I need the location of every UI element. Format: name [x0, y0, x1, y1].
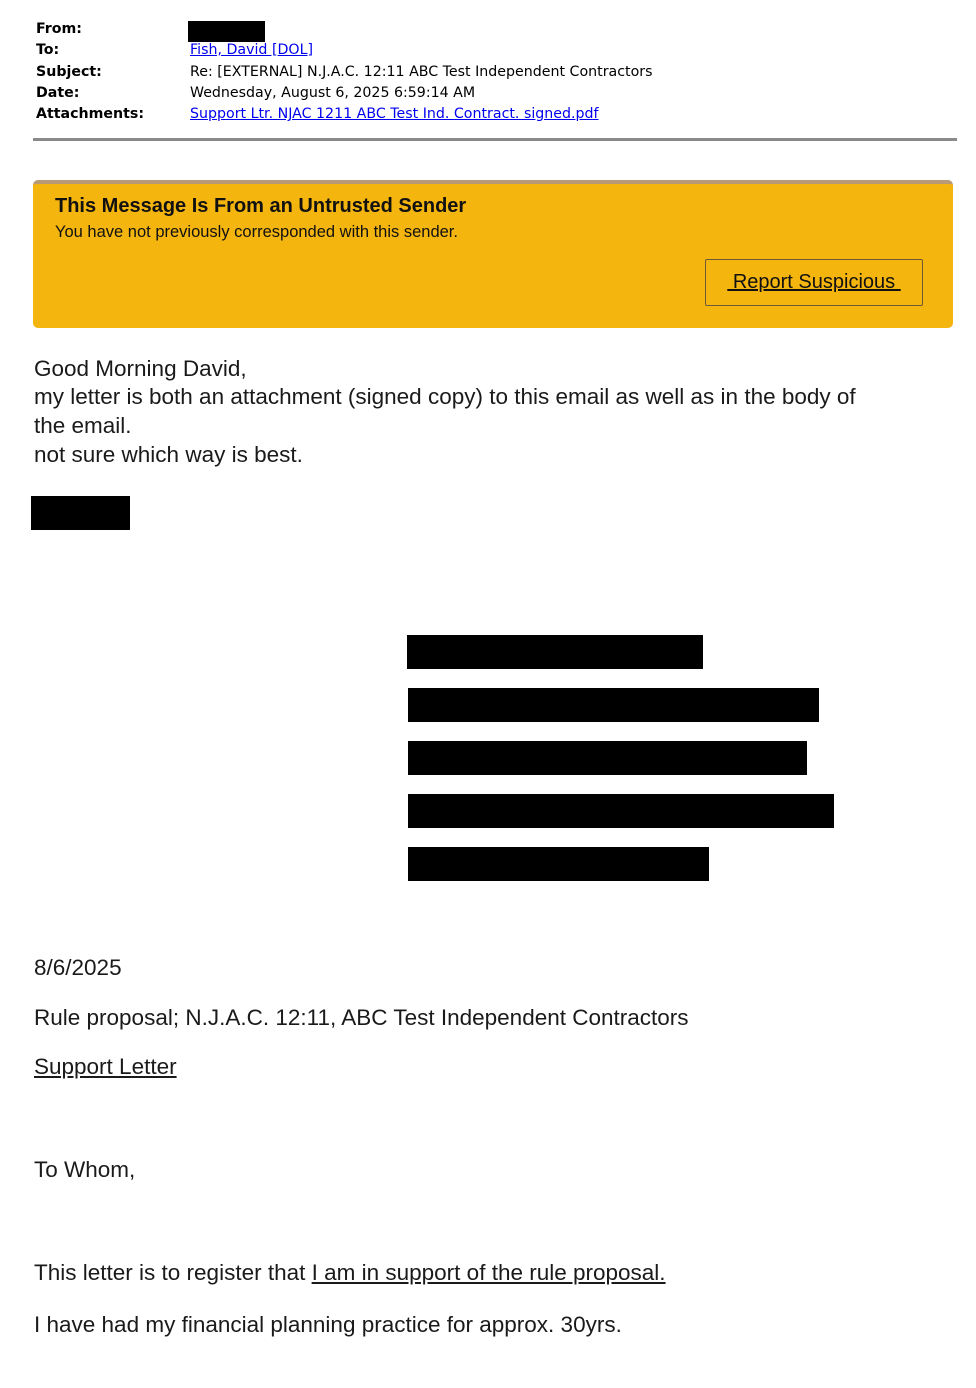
letter-paragraph-2: I have had my financial planning practice for approx. 30yrs.: [34, 1312, 622, 1337]
to-label: To:: [36, 42, 60, 58]
date-label: Date:: [36, 85, 80, 101]
letter-salutation: To Whom,: [34, 1157, 136, 1182]
redacted-address-line-2: [408, 688, 819, 722]
attachment-link[interactable]: Support Ltr. NJAC 1211 ABC Test Ind. Contract. signed.pdf: [190, 106, 599, 122]
untrusted-sender-banner: [33, 180, 953, 328]
letter-heading: Support Letter: [34, 1054, 177, 1079]
report-suspicious-button[interactable]: Report Suspicious: [705, 259, 923, 306]
attachments-label: Attachments:: [36, 106, 145, 122]
to-recipient-link[interactable]: Fish, David [DOL]: [190, 42, 314, 58]
letter-date: 8/6/2025: [34, 955, 122, 980]
redacted-sender: [188, 21, 265, 42]
redacted-signature: [31, 496, 130, 530]
letter-paragraph-1: [34, 1258, 666, 1287]
redacted-address-line-1: [407, 635, 703, 669]
letter-re-line: Rule proposal; N.J.A.C. 12:11, ABC Test Independent Contractors: [34, 1005, 689, 1030]
greeting: Good Morning David,: [34, 356, 247, 381]
from-label: From:: [36, 21, 82, 37]
banner-title: This Message Is From an Untrusted Sender: [55, 195, 467, 217]
subject-value: Re: [EXTERNAL] N.J.A.C. 12:11 ABC Test Independent Contractors: [190, 64, 653, 80]
subject-label: Subject:: [36, 64, 102, 80]
banner-subtitle: You have not previously corresponded with this sender.: [55, 223, 458, 241]
redacted-address-line-4: [408, 794, 834, 828]
paragraph-1-prefix: This letter is to register that: [34, 1260, 312, 1285]
paragraph-1-emphasis: I am in support of the rule proposal.: [311, 1260, 666, 1285]
date-value: Wednesday, August 6, 2025 6:59:14 AM: [190, 85, 476, 101]
redacted-address-line-5: [408, 847, 709, 881]
header-divider: [33, 138, 957, 141]
body-line-1: my letter is both an attachment (signed copy) to this email as well as in the body of: [34, 384, 856, 409]
body-line-3: not sure which way is best.: [34, 442, 303, 467]
redacted-address-line-3: [408, 741, 807, 775]
body-line-2: the email.: [34, 413, 132, 438]
